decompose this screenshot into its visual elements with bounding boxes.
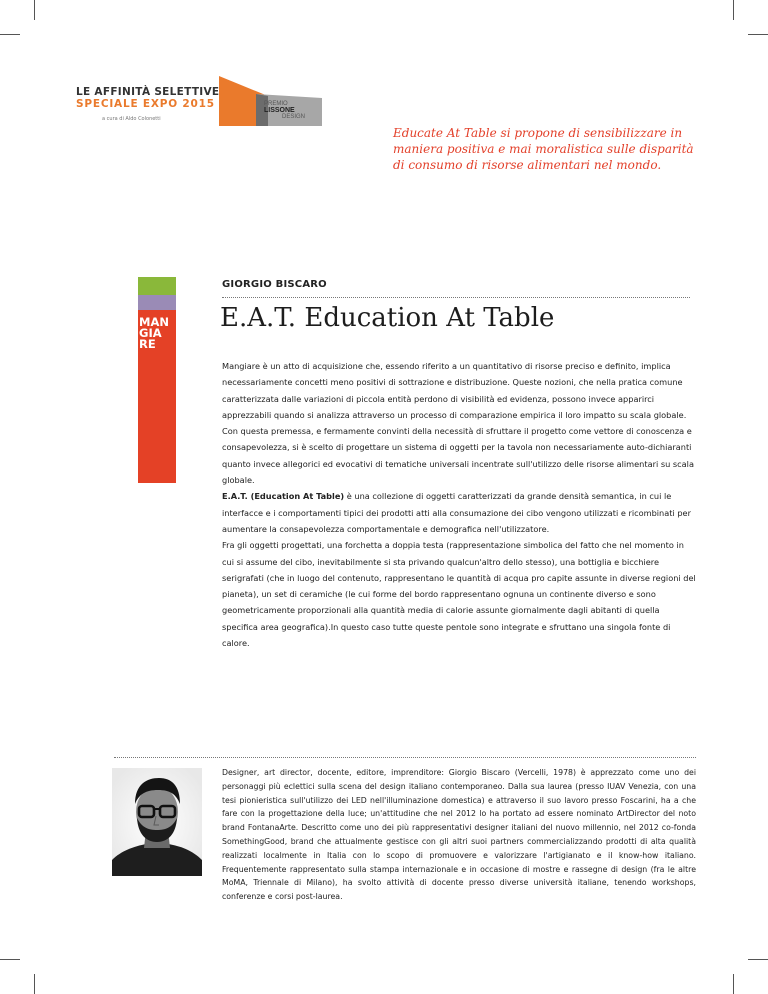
- body-paragraph: [222, 488, 697, 537]
- author-name: GIORGIO BISCARO: [222, 279, 327, 290]
- crop-mark: [748, 34, 768, 35]
- logo-text-premio: PREMIO: [264, 101, 288, 107]
- divider: [114, 757, 696, 758]
- crop-mark: [0, 34, 20, 35]
- crop-mark: [34, 0, 35, 20]
- body-paragraph: Mangiare è un atto di acquisizione che, essendo riferito a un quantitativo di risorse preciso e definito, implica necessariamente concetti meno positivi di sottrazione e distribuzione. Queste nozioni, che nella pratica comune caratterizzata dalle variazioni di piccola entità perdono di visibilità ed evidenza, possono invece apparirci apprezzabili quando si analizza attraverso un processo di comparazione empirica il loro impatto su scala globale. Con questa premessa, e fermamente convinti della necessità di sfruttare il progetto come vettore di conoscenza e consapevolezza, si è scelto di progettare un sistema di oggetti per la tavola non necessariamente auto-dichiaranti quanto invece allegorici ed evocativi di tematiche universali incentrate sull'utilizzo delle risorse alimentari su scala globale.: [222, 361, 694, 486]
- crop-mark: [0, 959, 20, 960]
- logo-text-design: DESIGN: [282, 114, 306, 120]
- product-name: E.A.T. (Education At Table): [222, 491, 345, 502]
- crop-mark: [733, 974, 734, 994]
- section-label: [139, 317, 169, 350]
- body-paragraph: Fra gli oggetti progettati, una forchetta a doppia testa (rappresentazione simbolica del fatto che nel momento in cui si assume del cibo, inevitabilmente si sta privando qualcun'altro dello stesso), una bottiglia e bicchiere serigrafati (che in luogo del contenuto, rappresentano le quantità di acqua pro capite assunte in diverse regioni del pianeta), un set di ceramiche (le cui forme del bordo rappresentano ognuna un continente diverso e sono geometricamente proporzionali alla quantità media di calorie assunte giornalmente dagli abitanti di quella specifica area geografica).In questo caso tutte queste pentole sono integrate e sfruttano una singola fonte di calore.: [222, 540, 696, 649]
- section-label-line: GIA: [139, 326, 162, 340]
- stripe-green: [138, 277, 176, 295]
- section-label-line: RE: [139, 337, 156, 351]
- curator-credit: a cura di Aldo Colonetti: [102, 116, 161, 122]
- section-label-line: MAN: [139, 315, 169, 329]
- crop-mark: [34, 974, 35, 994]
- stripe-purple: [138, 295, 176, 310]
- body-paragraph-text: è una collezione di oggetti caratterizzati da grande densità semantica, in cui le interfacce e i comportamenti tipici dei prodotti atti alla consumazione dei cibo vengono utilizzati e ricombinati per aumentare la consapevolezza comportamentale e demografica nell'utilizzatore.: [222, 491, 691, 534]
- crop-mark: [733, 0, 734, 20]
- series-title: LE AFFINITÀ SELETTIVE: [76, 86, 220, 98]
- article-body: [222, 358, 697, 651]
- crop-mark: [748, 959, 768, 960]
- article-title: E.A.T. Education At Table: [220, 303, 555, 333]
- divider: [222, 297, 690, 298]
- author-bio: Designer, art director, docente, editore, imprenditore: Giorgio Biscaro (Vercelli, 1978) è apprezzato come uno dei personaggi più eclettici sulla scena del design italiano contemporaneo. Dalla sua laurea (presso IUAV Venezia, con una tesi pionieristica sull'utilizzo dei LED nell'illuminazione domestica) e attraverso il suo lavoro presso Foscarini, ha a che fare con la progettazione della luce; un'attitudine che nel 2012 lo ha portato ad essere nominato ArtDirector del noto brand FontanaArte. Descritto come uno dei più rappresentativi designer italiani del nuovo millennio, nel 2012 co-fonda SomethingGood, brand che attualmente gestisce con gli altri suoi partners commercializzando prodotti di alta qualità realizzati localmente in Italia con lo scopo di promuovere e valorizzare l'artigianato e il know-how italiano. Frequentemente rappresentato sulla stampa internazionale e in occasione di mostre e rassegne di design (fra le altre MoMA, Triennale di Milano), ha svolto attività di docente presso diverse università italiane, tenendo workshops, conferenze e corsi post-laurea.: [222, 768, 696, 902]
- series-subtitle: SPECIALE EXPO 2015: [76, 98, 215, 110]
- intro-quote: Educate At Table si propone di sensibilizzare in maniera positiva e mai moralistica sulle disparità di consumo di risorse alimentari nel mondo.: [393, 126, 694, 172]
- logo-text-lissone: LISSONE: [264, 107, 295, 114]
- author-portrait: [112, 768, 202, 876]
